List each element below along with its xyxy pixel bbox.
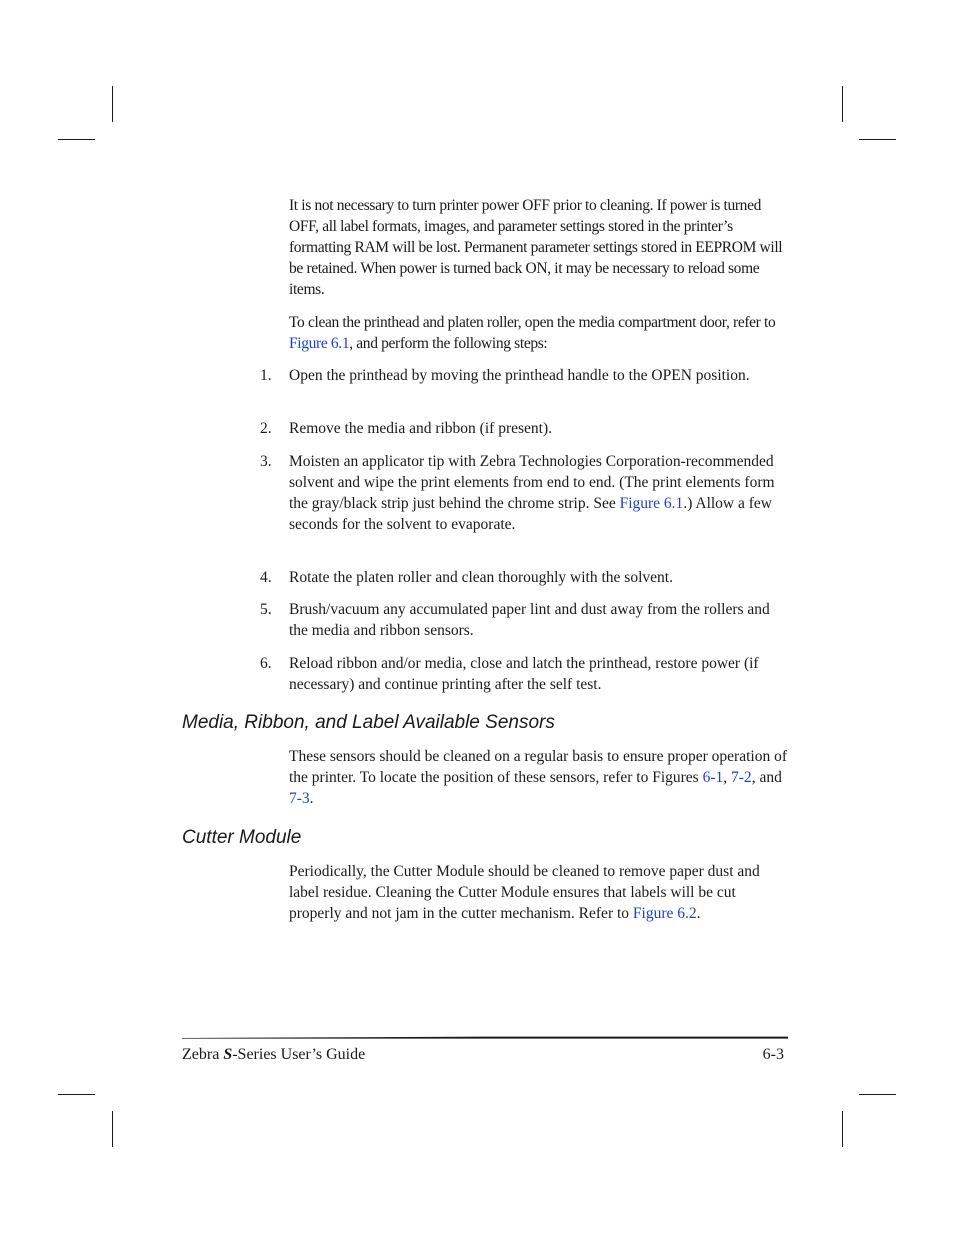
step-number: 6.	[260, 655, 272, 672]
crop-mark	[58, 139, 95, 140]
figure-link[interactable]: Figure 6.2	[632, 905, 697, 922]
footer-series-letter: S	[223, 1046, 233, 1063]
footer-guide-name: -Series User’s Guide	[232, 1046, 366, 1063]
crop-mark	[842, 1111, 843, 1147]
step-text: Reload ribbon and/or media, close and latch the printhead, restore power (if necessary) and continue printing after the self test.	[289, 655, 759, 693]
figure-link[interactable]: 7-3	[289, 790, 310, 807]
crop-mark	[112, 1111, 113, 1147]
crop-mark	[58, 1094, 95, 1095]
instruction-paragraph	[289, 312, 789, 354]
step-text	[289, 451, 789, 535]
sensors-paragraph	[289, 746, 789, 809]
cutter-text: Periodically, the Cutter Module should be cleaned to remove paper dust and label residue. Cleaning the Cutter Module ensures that labels will be cut properly and not jam in the cutter mechanism. Refer to	[289, 863, 760, 922]
step-text-part: Moisten an applicator tip with Zebra Technologies Corporation-recommended solvent and wipe the print elements from end to end. (The print elements form the gray/black strip just behind the chrome strip. See	[289, 453, 775, 512]
separator: .	[696, 905, 701, 922]
step-text: Open the printhead by moving the printhead handle to the OPEN position.	[289, 367, 750, 384]
step-number: 5.	[260, 601, 272, 618]
step-text: Brush/vacuum any accumulated paper lint and dust away from the rollers and the media and ribbon sensors.	[289, 601, 770, 639]
instruction-text: , and perform the following steps:	[349, 335, 548, 352]
section-heading-cutter: Cutter Module	[182, 827, 302, 848]
figure-link[interactable]: Figure 6.1	[619, 495, 684, 512]
figure-link[interactable]: 7-2	[731, 769, 752, 786]
step-number: 3.	[260, 453, 272, 470]
instruction-text: To clean the printhead and platen roller, open the media compartment door, refer to	[289, 314, 776, 331]
footer-title	[182, 1045, 365, 1065]
step-text: Remove the media and ribbon (if present).	[289, 420, 552, 437]
separator: , and	[751, 769, 782, 786]
separator: ,	[723, 769, 732, 786]
step-number: 2.	[260, 420, 272, 437]
step-text-part: .) Allow a few seconds for the solvent to evaporate.	[289, 495, 772, 533]
step-number: 4.	[260, 569, 272, 586]
section-heading-sensors: Media, Ribbon, and Label Available Sensors	[182, 712, 555, 733]
figure-link[interactable]: Figure 6.1	[289, 335, 350, 352]
sensors-text: These sensors should be cleaned on a regular basis to ensure proper operation of the printer. To locate the position of these sensors, refer to Figures	[289, 748, 787, 786]
crop-mark	[842, 86, 843, 122]
crop-mark	[859, 139, 896, 140]
step-text: Rotate the platen roller and clean thoroughly with the solvent.	[289, 569, 673, 586]
cutter-paragraph	[289, 861, 789, 924]
footer-rule	[182, 1036, 788, 1039]
separator: .	[309, 790, 314, 807]
step-number: 1.	[260, 367, 272, 384]
crop-mark	[112, 86, 113, 122]
footer-brand: Zebra	[182, 1046, 224, 1063]
page-number: 6-3	[762, 1046, 784, 1063]
figure-link[interactable]: 6-1	[702, 769, 724, 786]
crop-mark	[859, 1094, 896, 1095]
intro-paragraph: It is not necessary to turn printer power OFF prior to cleaning. If power is turned OFF, all label formats, images, and parameter settings stored in the printer’s formatting RAM will be lost. Permanent parameter settings stored in EEPROM will be retained. When power is turned back ON, it may be necessary to reload some items.	[289, 197, 783, 298]
